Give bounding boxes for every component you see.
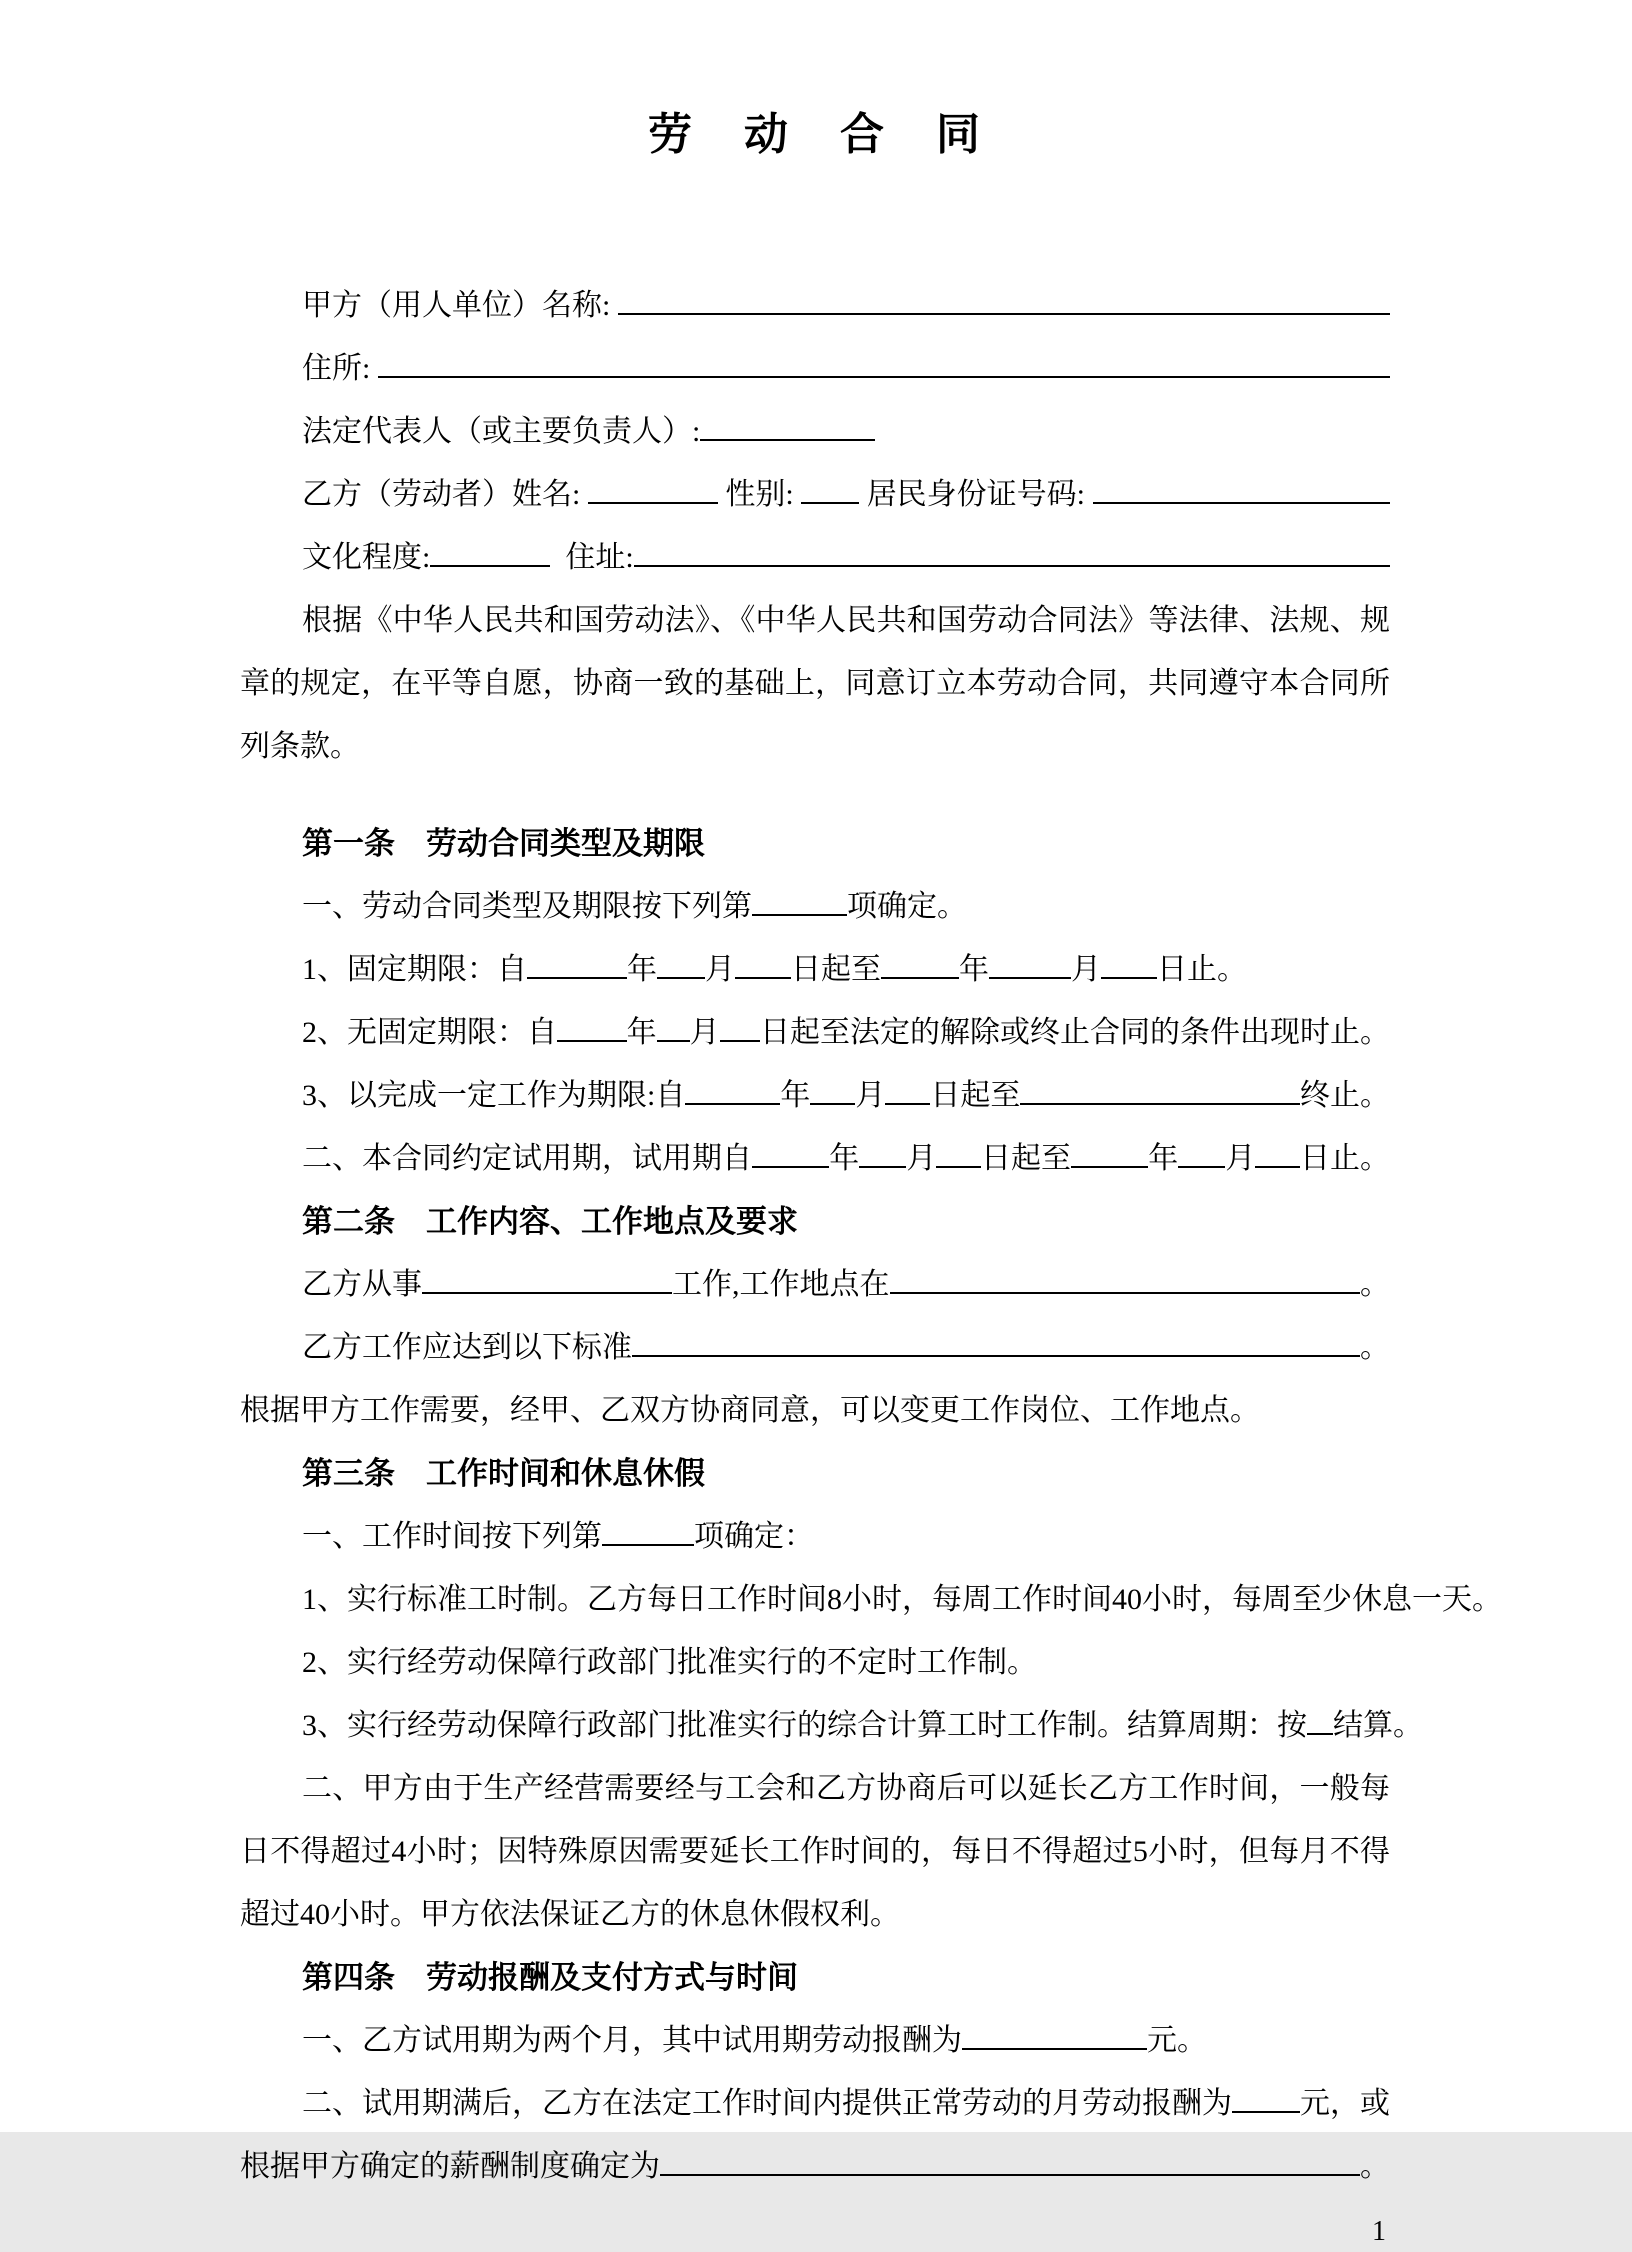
text-run: 结算。 xyxy=(1333,1709,1423,1742)
text-run: 项确定： xyxy=(694,1520,814,1553)
text-run: 法定代表人（或主要负责人）: xyxy=(302,415,701,448)
text-run: 年 xyxy=(1148,1142,1179,1175)
party-b-identity xyxy=(240,463,1390,526)
blank-field[interactable] xyxy=(890,1262,1361,1294)
preamble: 根据《中华人民共和国劳动法》、《中华人民共和国劳动合同法》等法律、法规、规章的规定，在平等自愿，协商一致的基础上，同意订立本劳动合同，共同遵守本合同所列条款。 xyxy=(240,604,1390,763)
text-run: 一、工作时间按下列第 xyxy=(302,1520,602,1553)
blank-field[interactable] xyxy=(735,947,791,979)
blank-field[interactable] xyxy=(1101,947,1157,979)
article-1-heading xyxy=(240,812,1390,875)
party-b-education-address xyxy=(240,526,1390,589)
blank-field[interactable] xyxy=(1020,1073,1300,1105)
text-run: 月 xyxy=(705,953,735,986)
text-run: 乙方（劳动者）姓名: xyxy=(302,478,588,511)
hours-selector xyxy=(240,1505,1390,1568)
blank-field[interactable] xyxy=(634,535,1390,567)
party-a-address xyxy=(240,337,1390,400)
blank-field[interactable] xyxy=(810,1073,855,1105)
text-run: 第四条 劳动报酬及支付方式与时间 xyxy=(302,1960,798,1995)
blank-field[interactable] xyxy=(859,1136,906,1168)
flexible-hours xyxy=(240,1631,1390,1694)
text-run: 工作,工作地点在 xyxy=(672,1268,890,1301)
legal-representative xyxy=(240,400,1390,463)
text-run: 一、劳动合同类型及期限按下列第 xyxy=(302,890,752,923)
document-body xyxy=(0,274,1632,2198)
blank-field[interactable] xyxy=(752,1136,829,1168)
blank-field[interactable] xyxy=(962,2018,1147,2050)
text-run: 年 xyxy=(780,1079,811,1112)
text-run: 甲方（用人单位）名称: xyxy=(302,289,618,322)
blank-field[interactable] xyxy=(936,1136,981,1168)
blank-field[interactable] xyxy=(657,1010,690,1042)
text-run: 文化程度: xyxy=(302,541,431,574)
open-term xyxy=(240,1001,1390,1064)
blank-field[interactable] xyxy=(989,947,1071,979)
text-run: 二、试用期满后，乙方在法定工作时间内提供正常劳动的月劳动报酬为 xyxy=(302,2087,1232,2120)
text-run: 1、固定期限：自 xyxy=(302,953,527,986)
text-run: 元，或 xyxy=(1300,2087,1390,2120)
text-run: 2、无固定期限：自 xyxy=(302,1016,557,1049)
standard-hours xyxy=(240,1568,1502,1631)
blank-field[interactable] xyxy=(430,535,550,567)
text-run: 3、以完成一定工作为期限:自 xyxy=(302,1079,686,1112)
comprehensive-hours xyxy=(240,1694,1423,1757)
text-run: 项确定。 xyxy=(847,890,967,923)
party-a-name xyxy=(240,274,1390,337)
fixed-term xyxy=(240,938,1390,1001)
text-run: 1、实行标准工时制。乙方每日工作时间8小时，每周工作时间40小时，每周至少休息一天。 xyxy=(302,1583,1502,1616)
text-run: 年 xyxy=(829,1142,860,1175)
text-run: 根据甲方确定的薪酬制度确定为 xyxy=(240,2150,660,2183)
text-run: 月 xyxy=(689,1016,720,1049)
text-run: 一、乙方试用期为两个月，其中试用期劳动报酬为 xyxy=(302,2024,962,2057)
text-run: 第二条 工作内容、工作地点及要求 xyxy=(302,1204,798,1239)
text-run: 日起至 xyxy=(981,1142,1071,1175)
probation-pay xyxy=(240,2009,1390,2072)
job-content xyxy=(240,1253,1390,1316)
blank-field[interactable] xyxy=(1178,1136,1225,1168)
text-run: 月 xyxy=(1071,953,1101,986)
text-run: 乙方工作应达到以下标准 xyxy=(302,1331,632,1364)
blank-field[interactable] xyxy=(1307,1703,1333,1735)
text-run: 根据甲方工作需要，经甲、乙双方协商同意，可以变更工作岗位、工作地点。 xyxy=(240,1394,1260,1427)
blank-field[interactable] xyxy=(685,1073,780,1105)
page-number: 1 xyxy=(1372,2216,1386,2247)
overtime-rules: 二、甲方由于生产经营需要经与工会和乙方协商后可以延长乙方工作时间，一般每日不得超过4小时；因特殊原因需要延长工作时间的，每日不得超过5小时，但每月不得超过40小时。甲方依法保证乙方的休息休假权利。 xyxy=(240,1772,1390,1931)
text-run: 。 xyxy=(1360,2150,1390,2183)
text-run: 居民身份证号码: xyxy=(859,478,1093,511)
text-run: 。 xyxy=(1360,1331,1390,1364)
blank-field[interactable] xyxy=(1093,472,1390,504)
article-3-heading xyxy=(240,1442,1390,1505)
text-run: 乙方从事 xyxy=(302,1268,422,1301)
text-run: 月 xyxy=(855,1079,886,1112)
document-title: 劳 动 合 同 xyxy=(648,110,984,159)
blank-field[interactable] xyxy=(602,1514,694,1546)
text-run: 第一条 劳动合同类型及期限 xyxy=(302,826,705,861)
task-term xyxy=(240,1064,1390,1127)
blank-field[interactable] xyxy=(378,346,1390,378)
text-run: 2、实行经劳动保障行政部门批准实行的不定时工作制。 xyxy=(302,1646,1037,1679)
text-run: 月 xyxy=(906,1142,937,1175)
text-run: 日止。 xyxy=(1157,953,1247,986)
contract-type-selector xyxy=(240,875,1390,938)
blank-field[interactable] xyxy=(752,884,847,916)
work-standard xyxy=(240,1316,1390,1379)
text-run: 终止。 xyxy=(1300,1079,1390,1112)
text-run: 住址: xyxy=(550,541,634,574)
text-run: 年 xyxy=(627,953,657,986)
text-run: 。 xyxy=(1360,1268,1390,1301)
blank-field[interactable] xyxy=(588,472,718,504)
text-run: 日止。 xyxy=(1300,1142,1390,1175)
blank-field[interactable] xyxy=(1255,1136,1300,1168)
text-run: 日起至 xyxy=(791,953,881,986)
blank-field[interactable] xyxy=(885,1073,930,1105)
blank-field[interactable] xyxy=(527,947,627,979)
blank-field[interactable] xyxy=(632,1325,1360,1357)
probation-term xyxy=(240,1127,1390,1190)
blank-field[interactable] xyxy=(881,947,959,979)
job-adjustment xyxy=(240,1379,1390,1442)
blank-field[interactable] xyxy=(657,947,705,979)
text-run: 性别: xyxy=(717,478,802,511)
text-run: 3、实行经劳动保障行政部门批准实行的综合计算工时工作制。结算周期：按 xyxy=(302,1709,1307,1742)
text-run: 二、本合同约定试用期，试用期自 xyxy=(302,1142,752,1175)
blank-field[interactable] xyxy=(1232,2081,1300,2113)
blank-field[interactable] xyxy=(1071,1136,1148,1168)
blank-field[interactable] xyxy=(660,2144,1360,2176)
text-run: 年 xyxy=(959,953,989,986)
blank-field[interactable] xyxy=(720,1010,760,1042)
text-run: 年 xyxy=(626,1016,657,1049)
text-run: 元。 xyxy=(1147,2024,1207,2057)
text-run: 月 xyxy=(1225,1142,1256,1175)
text-run: 第三条 工作时间和休息休假 xyxy=(302,1456,705,1491)
blank-field[interactable] xyxy=(801,472,859,504)
blank-field[interactable] xyxy=(422,1262,672,1294)
article-2-heading xyxy=(240,1190,1390,1253)
text-run: 日起至法定的解除或终止合同的条件出现时止。 xyxy=(760,1016,1390,1049)
text-run: 日起至 xyxy=(930,1079,1021,1112)
blank-field[interactable] xyxy=(700,409,875,441)
text-run: 住所: xyxy=(302,352,378,385)
article-4-heading xyxy=(240,1946,1390,2009)
monthly-pay xyxy=(240,2072,1390,2135)
blank-field[interactable] xyxy=(557,1010,627,1042)
salary-system xyxy=(240,2135,1390,2198)
blank-field[interactable] xyxy=(618,283,1390,315)
